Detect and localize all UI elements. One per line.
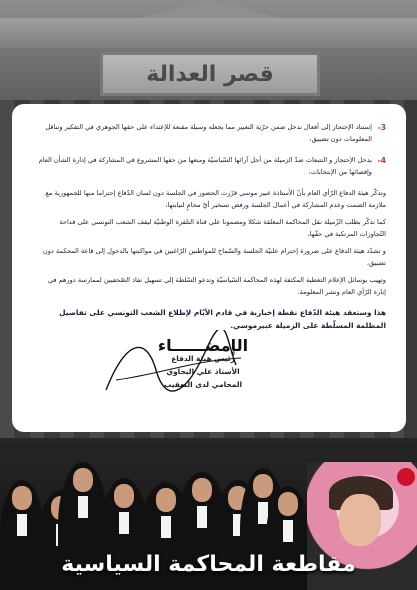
statement-point (34, 122, 386, 145)
badge-icon (397, 468, 415, 486)
statement-paragraph: وتهيب بوسائل الإعلام التغطية المكثفة لهذه المحاكمة السّياسيّة وتدعو السّلطة إلى تسهيل نفاذ الصّحفيين لممارسة دورهم في إنارة الرّأي العام ونشر المعلومة. (47, 276, 386, 296)
signature-name: الأستاذ علي البجاوي (166, 366, 240, 376)
slogan-banner: مقاطعة المحاكمة السياسية (61, 552, 356, 577)
statement-paragraph: وتذكّر هيئة الدفاع الرّأي العام بأنّ الأستاذة عبير موسي قرّرت الحضور في الجلسة دون لسان الدّفاع إحتراما منها للجمهورية مع ملازمة الصمت وعدم المشاركة في أعمال الجلسة ورفض تسخير أيّ محامٍ لنيابتها، (45, 189, 386, 209)
handwritten-signature (96, 330, 246, 400)
courthouse-pediment (0, 18, 417, 48)
signature-role: رئيس هيئة الدفاع (171, 353, 235, 363)
statement-paragraph: و تشدّد هيئة الدفاع على ضرورة إحترام علنيّة الجلسة والسّماح للمواطنين الرّاغبين في مواكبتها بالدخول إلى قاعة المحكمة دون تضييق، (42, 247, 386, 267)
closing-statement: هذا وستعقد هيئة الدّفاع نقطة إخبارية في قادم الأيّام لإطلاع الشعب التونسي على تفاصيل المظلمة المسلّطة على الزميلة عبيرموسي. (59, 308, 386, 330)
point-text: يدخل الإحتجاز و التتبعات ضدّ الزميلة من أجل آرائها السّياسيّة ومنعها من حقها المشروع في المشاركة في إدارة الشأن العام وإقصائها من الإنتخابات، (38, 156, 372, 176)
statement-paragraph: كما تذكّر بطلب الزّميلة نقل المحاكمة المغلقة شكلا ومضمونا على قناة التلفزة الوطنيّة ليقف الشعب التونسي على فداحة التّجاوزات المرتكبة في حقّها، (59, 218, 386, 238)
court-sign: قصر العدالة (100, 52, 320, 96)
signature-credential: المحامي لدى التعقيب (163, 379, 243, 389)
point-number: 4- (377, 156, 386, 165)
statement-point (34, 155, 386, 178)
point-number: 3- (377, 123, 386, 132)
point-text: إستناد الإحتجاز إلى أفعال تدخل ضمن حرّية التعبير مما يجعله وسيلة مقنعة للإعتداء على حقها الجوهري في التفكير وتناقل المعلومات دون تضييق، (45, 123, 372, 143)
signature-title: الإمضــــــاء (157, 336, 249, 355)
